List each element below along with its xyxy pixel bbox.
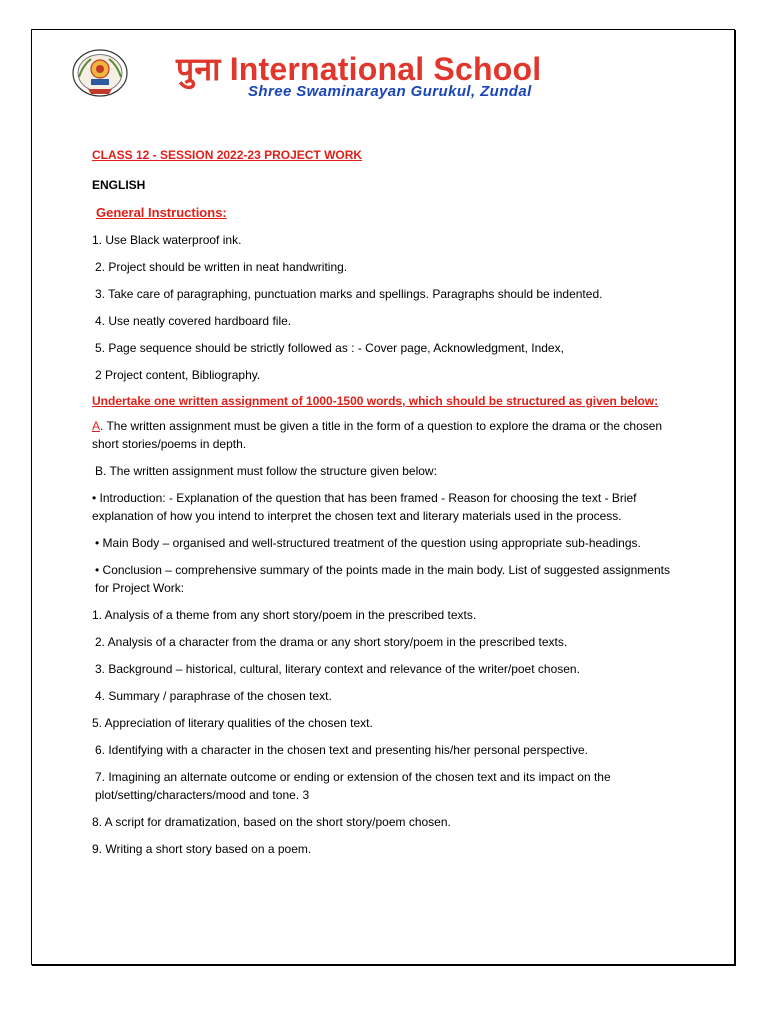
subject-heading: ENGLISH xyxy=(92,178,146,192)
instruction-6: 2 Project content, Bibliography. xyxy=(95,368,261,382)
instruction-5: 5. Page sequence should be strictly followed as : - Cover page, Acknowledgment, Index, xyxy=(95,341,564,355)
structure-introduction: • Introduction: - Explanation of the question that has been framed - Reason for choosing the text - Brief explanation of how you intend to interpret the chosen text and literary materials used in the process. xyxy=(92,491,637,523)
school-emblem-icon xyxy=(70,47,130,99)
suggestion-8: 8. A script for dramatization, based on the short story/poem chosen. xyxy=(92,815,451,829)
instruction-2: 2. Project should be written in neat handwriting. xyxy=(95,260,348,274)
general-instructions-heading: General Instructions: xyxy=(96,205,227,220)
suggestion-2: 2. Analysis of a character from the drama or any short story/poem in the prescribed texts. xyxy=(95,635,568,649)
instruction-3: 3. Take care of paragraphing, punctuation marks and spellings. Paragraphs should be indented. xyxy=(95,287,603,301)
point-b: B. The written assignment must follow the structure given below: xyxy=(95,464,437,478)
point-a xyxy=(92,417,686,453)
suggestion-7: 7. Imagining an alternate outcome or ending or extension of the chosen text and its impact on the plot/setting/characters/mood and tone. 3 xyxy=(95,770,611,802)
suggestion-9: 9. Writing a short story based on a poem. xyxy=(92,842,312,856)
point-a-label: A xyxy=(92,419,101,433)
structure-main-body: • Main Body – organised and well-structured treatment of the question using appropriate sub-headings. xyxy=(95,536,641,550)
school-name-english: International School xyxy=(229,51,542,87)
school-header xyxy=(70,45,710,105)
suggestion-3: 3. Background – historical, cultural, literary context and relevance of the writer/poet chosen. xyxy=(95,662,580,676)
suggestion-6: 6. Identifying with a character in the chosen text and presenting his/her personal perspective. xyxy=(95,743,588,757)
structure-conclusion: • Conclusion – comprehensive summary of the points made in the main body. List of suggested assignments for Project Work: xyxy=(95,563,670,595)
school-name-devanagari: पुना xyxy=(176,50,221,88)
document-body xyxy=(92,146,686,858)
suggestion-4: 4. Summary / paraphrase of the chosen text. xyxy=(95,689,332,703)
assignment-heading: Undertake one written assignment of 1000-1500 words, which should be structured as given below: xyxy=(92,394,659,408)
instruction-4: 4. Use neatly covered hardboard file. xyxy=(95,314,292,328)
suggestion-5: 5. Appreciation of literary qualities of the chosen text. xyxy=(92,716,373,730)
point-a-text: . The written assignment must be given a title in the form of a question to explore the drama or the chosen short stories/poems in depth. xyxy=(92,419,663,451)
document-title: CLASS 12 - SESSION 2022-23 PROJECT WORK xyxy=(92,148,363,162)
suggestion-1: 1. Analysis of a theme from any short story/poem in the prescribed texts. xyxy=(92,608,477,622)
instruction-1: 1. Use Black waterproof ink. xyxy=(92,233,242,247)
school-subtitle: Shree Swaminarayan Gurukul, Zundal xyxy=(248,83,532,100)
